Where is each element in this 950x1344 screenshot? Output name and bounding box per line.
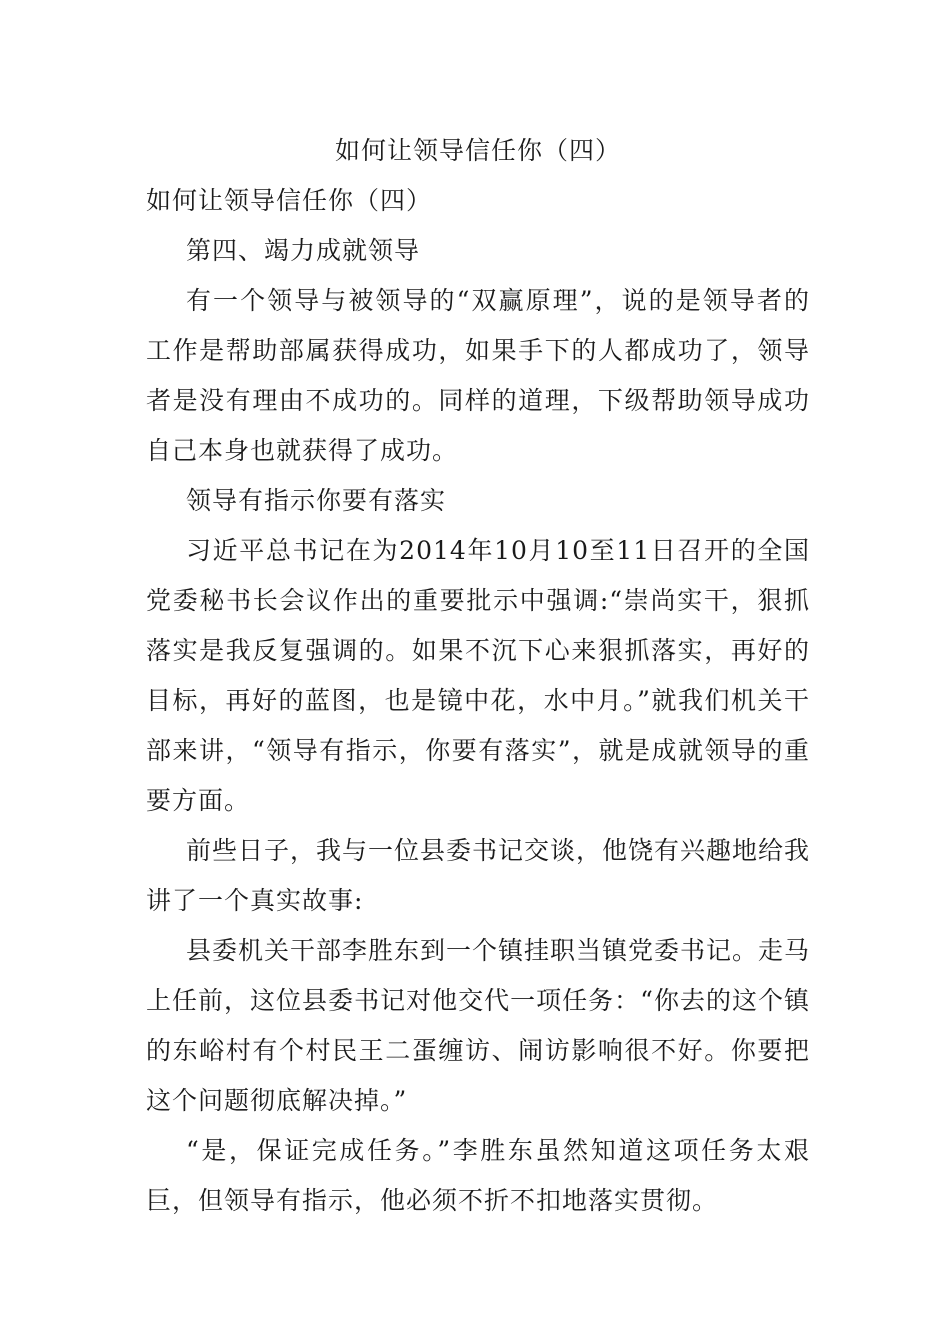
- subsection-heading: 领导有指示你要有落实: [186, 486, 447, 515]
- paragraph-story-intro: 前些日子，我与一位县委书记交谈，他饶有兴趣地给我讲了一个真实故事:: [146, 836, 811, 915]
- paragraph-quote: 习近平总书记在为2014年10月10至11日召开的全国党委秘书长会议作出的重要批示中强调:“崇尚实干，狠抓落实是我反复强调的。如果不沉下心来狠抓落实，再好的目标，再好的蓝图，也是镜中花，水中月。”就我们机关干部来讲，“领导有指示，你要有落实”，就是成就领导的重要方面。: [146, 536, 810, 815]
- document-page: [146, 126, 810, 1226]
- paragraph-win-win: 有一个领导与被领导的“双赢原理”，说的是领导者的工作是帮助部属获得成功，如果手下的人都成功了，领导者是没有理由不成功的。同样的道理，下级帮助领导成功自己本身也就获得了成功。: [146, 286, 810, 465]
- section-heading: 第四、竭力成就领导: [186, 236, 421, 265]
- paragraph-story-response: “是，保证完成任务。”李胜东虽然知道这项任务太艰巨，但领导有指示，他必须不折不扣地落实贯彻。: [146, 1136, 810, 1215]
- paragraph-story-task: 县委机关干部李胜东到一个镇挂职当镇党委书记。走马上任前，这位县委书记对他交代一项任务：“你去的这个镇的东峪村有个村民王二蛋缠访、闹访影响很不好。你要把这个问题彻底解决掉。”: [146, 936, 811, 1115]
- document-title: 如何让领导信任你（四）: [334, 136, 621, 165]
- paragraph-heading-repeat: 如何让领导信任你（四）: [146, 186, 433, 215]
